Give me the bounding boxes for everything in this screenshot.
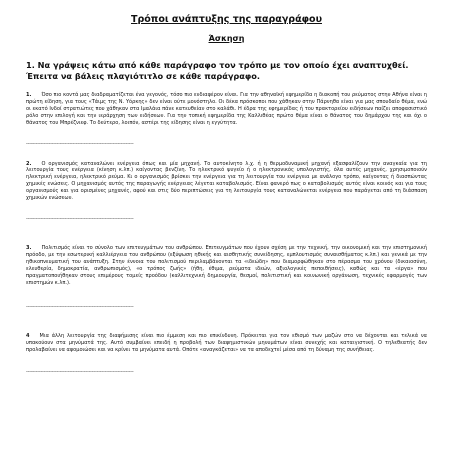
answer-line-3: ------------------------------------------------------------------- [26,304,134,311]
answer-line-4: ------------------------------------------------------------------- [26,369,134,376]
paragraph-number: 4 [26,333,30,340]
document-title: Τρόποι ανάπτυξης της παραγράφου [131,14,322,25]
document-subtitle: Άσκηση [208,34,245,43]
paragraph-number: 1. [26,92,32,98]
paragraph-1 [26,92,427,127]
paragraph-4 [26,333,427,354]
paragraph-2 [26,161,427,202]
paragraph-3 [26,245,427,286]
answer-line-2: ------------------------------------------------------------------- [26,215,134,222]
paragraph-number: 2. [26,160,32,167]
paragraph-number: 3. [26,244,32,251]
paragraph-text: Μια άλλη λειτουργία της διαφήμισης είναι πιο έμμεση και πιο επικίνδυνη. Πρόκειται για τον εθισμό των μαζών στο να δέχονται και τελικά να υπακούουν στα μηνύματά της. Αυτό συμβαίνει επειδή η προβολή των διαφημιστικών μηνυμάτων είναι συνεχής και καταιγιστική. Ο τηλεθεατής δεν προλαβαίνει να αφομοιώσει και να κρίνει τα μηνύματα αυτά. Οπότε «αναγκάζεται» να τα αποδεχτεί μέσα από τη δύναμη της συνήθειας. [26,333,427,354]
answer-line-1: ------------------------------------------------------------------- [26,140,134,147]
exercise-instruction: 1. Να γράψεις κάτω από κάθε παράγραφο τον τρόπο με τον οποίο έχει αναπτυχθεί. Έπειτα να βάλεις πλαγιότιτλο σε κάθε παράγραφο. [26,60,409,81]
paragraph-text: Πολιτισμός είναι το σύνολο των επιτευγμάτων του ανθρώπου. Επιτευγμάτων που έχουν σχέση με την τεχνική, την οικονομική και την επιστημονική πρόοδο, με την εσωτερική καλλιέργεια του ανθρώπου (εξύψωση ηθικής και αισθητικής συνείδησης, εμπλουτισμός συναισθήματος κ.λπ.) και γενικά με την ηθικοπνευματική του ανάπτυξη. Στην έννοια του πολιτισμού περιλαμβάνονται τα «ιδεώδη» που διαμορφώθηκαν στο πέρασμα του χρόνου (δικαιοσύνη, ελευθερία, δημοκρατία, ανθρωπισμός), «ο τρόπος ζωής» (ήθη, έθιμα, ρεύματα ιδεών, αξιολογικές πεποιθήσεις), καθώς και τα «έργα» που πραγματοποιήθηκαν στους επιμέρους τομείς προόδου (καλλιτεχνική δημιουργία, θεσμοί, πολιτιστική και κοινωνική οργάνωση, τεχνικές εφαρμογές των επιστημών κ.λπ.). [26,244,427,286]
paragraph-text: Ο οργανισμός καταναλώνει ενέργεια όπως και μία μηχανή. Το αυτοκίνητο λ.χ. ή η θερμοδυναμική μηχανή εξασφαλίζουν την αναγκαία για τη λειτουργία τους ενέργεια (κίνηση κ.λπ.) καίγοντας βενζίνη. Το ηλεκτρικό ψυγείο ή ο ηλεκτρονικός υπολογιστής, όλα αυτές μηχανές, χρησιμοποιούν ηλεκτρική ενέργεια, ηλεκτρικό ρεύμα. Κι ο οργανισμός βρίσκει την ενέργεια για τη λειτουργία του ενέργεια με ανάλογο τρόπο, καίγοντας ή διασπώντας χημικές ενώσεις. Ο μηχανισμός αυτός της παραγωγής ενέργειας λέγεται καταβολισμός. Είναι φανερό πως ο καταβολισμός αυτός είναι κοινός και για τους οργανισμούς και για ορισμένες μηχανές, αφού και στις δύο περιπτώσεις για τη λειτουργία τους καταναλώνεται ενέργεια που παράγεται από τη διάσπαση χημικών ενώσεων. [26,160,427,202]
paragraph-text: Όσο πιο κοντά μας διαδραματίζεται ένα γεγονός, τόσο πιο ενδιαφέρον είναι. Για την αθηναϊκή εφημερίδα η διακοπή του ρεύματος στην Αθήνα είναι η πρώτη είδηση, για τους «Τάιμς της Ν. Υόρκης» δεν είναι ούτε μονόστηλο. Οι δέκα πρόσκοποι που χάθηκαν στην Πάρνηθα είναι για μας σπουδαίο θέμα, ενώ οι εκατό Ινδοί στρατιώτες που χάθηκαν στα Ιμαλάια πάνε κατευθείαν στο καλάθι. Η έδρα της εφημερίδας ή του πρακτορείου ειδήσεων παίζει αποφασιστικό ρόλο στην επιλογή και την ιεράρχηση των ειδήσεων. Για την τοπική εφημερίδα της Καλλιθέας πρώτο θέμα είναι ο θάνατος του δημάρχου της και όχι ο θάνατος του Μπρέζνιεφ. Το δεύτερο, λοιπόν, αστέρι της είδησης είναι η εγγύτητα. [26,92,427,126]
